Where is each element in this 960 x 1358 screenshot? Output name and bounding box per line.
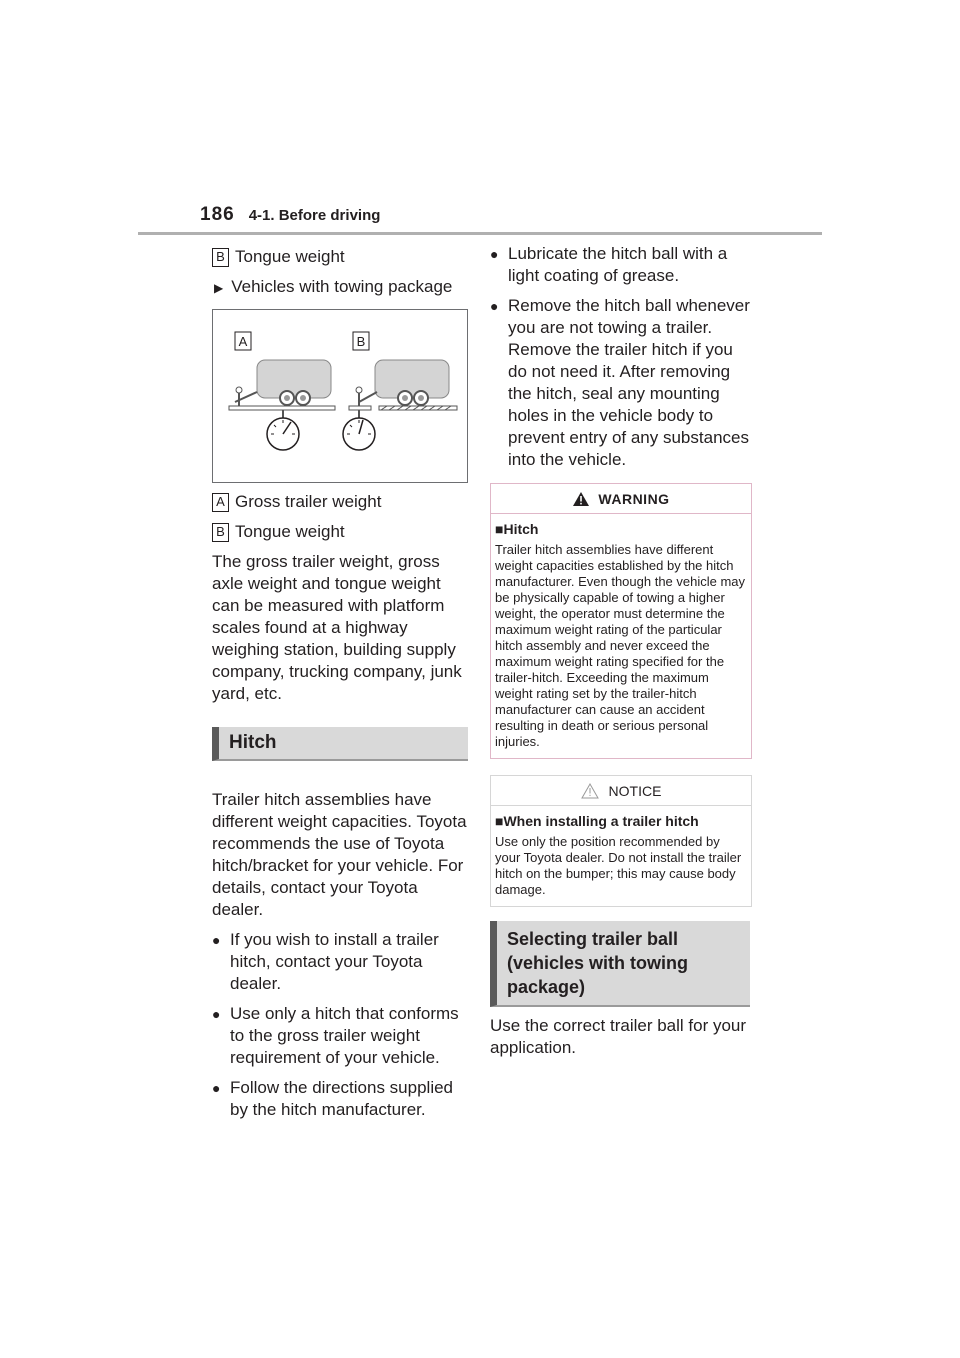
trailer-a	[229, 360, 335, 418]
list-item	[490, 243, 752, 287]
left-column	[212, 246, 470, 1121]
label-text: Tongue weight	[235, 247, 345, 266]
bullet-icon: ●	[212, 1080, 221, 1096]
trailer-b	[349, 360, 457, 418]
legend-text: Gross trailer weight	[235, 492, 382, 511]
sub-heading	[214, 276, 470, 299]
list-item-text: Lubricate the hitch ball with a light coating of grease.	[508, 244, 728, 285]
scale-gauge-b	[343, 418, 375, 450]
list-item-text: Remove the hitch ball whenever you are not towing a trailer. Remove the trailer hitch if you do not need it. After removing the hitch, seal any mounting holes in the vehicle body to prevent entry of any substances into the vehicle.	[508, 296, 750, 469]
square-bullet-icon: ■	[495, 521, 504, 537]
hitch-paragraph: Trailer hitch assemblies have different weight capacities. Toyota recommends the use of Toyota hitch/bracket for your vehicle. For details, contact your Toyota dealer.	[212, 790, 467, 919]
trailer-ball-paragraph: Use the correct trailer ball for your application.	[490, 1016, 747, 1057]
notice-box	[490, 775, 752, 907]
notice-text: Use only the position recommended by your Toyota dealer. Do not install the trailer hitch on the bumper; this may cause body damage.	[495, 834, 742, 897]
notice-subheading-text: When installing a trailer hitch	[503, 813, 699, 829]
tongue-weight-label	[212, 246, 470, 268]
legend-item-a	[212, 491, 470, 513]
list-item-text: If you wish to install a trailer hitch, contact your Toyota dealer.	[230, 930, 439, 993]
page-number: 186	[200, 204, 235, 225]
section-title: 4-1. Before driving	[248, 207, 381, 224]
warning-box	[490, 483, 752, 759]
bullet-icon: ●	[212, 932, 221, 948]
list-item	[490, 295, 752, 471]
figure-label-a: A	[238, 334, 248, 349]
list-item	[212, 929, 470, 995]
weight-diagram	[212, 309, 468, 483]
hitch-heading: Hitch	[212, 727, 468, 761]
figure-label-b: B	[356, 334, 366, 349]
callout-tag: B	[212, 523, 229, 542]
notice-header	[491, 776, 751, 806]
notice-subheading	[495, 812, 747, 830]
bullet-icon: ●	[212, 1006, 221, 1022]
scales-paragraph: The gross trailer weight, gross axle weight and tongue weight can be measured with platform scales found at a highway weighing station, building supply company, trucking company, junk yard, etc.	[212, 552, 462, 703]
notice-body	[491, 806, 751, 906]
sub-heading-text: Vehicles with towing package	[231, 277, 453, 296]
warning-subheading	[495, 520, 747, 538]
trailer-ball-heading: Selecting trailer ball (vehicles with towing package)	[490, 921, 750, 1007]
list-item	[212, 1003, 470, 1069]
warning-subheading-text: Hitch	[503, 521, 539, 537]
bullet-icon: ●	[490, 298, 499, 314]
list-item-text: Use only a hitch that conforms to the gross trailer weight requirement of your vehicle.	[230, 1004, 459, 1067]
list-item-text: Follow the directions supplied by the hitch manufacturer.	[230, 1078, 454, 1119]
warning-header	[491, 484, 751, 514]
caution-triangle-icon	[581, 783, 599, 799]
legend-text: Tongue weight	[235, 522, 345, 541]
warning-body	[491, 514, 751, 758]
warning-text: Trailer hitch assemblies have different weight capacities established by the hitch manufacturer. Even though the vehicle may be physically capable of towing a higher weight, the operator must determine the maximum weight rating of the particular hitch assembly and never exceed the maximum weight rating specified for the trailer-hitch. Exceeding the maximum weight rating set by the trailer-hitch manufacturer can cause an accident resulting in death or serious personal injuries.	[495, 542, 746, 749]
legend-item-b	[212, 521, 470, 543]
right-column	[490, 243, 752, 1059]
callout-tag: A	[212, 493, 229, 512]
notice-title: NOTICE	[608, 782, 662, 799]
scale-gauge-a	[267, 418, 299, 450]
triangle-bullet-icon: ▶	[214, 281, 224, 295]
list-item	[212, 1077, 470, 1121]
trailer-scale-illustration	[213, 310, 469, 484]
square-bullet-icon: ■	[495, 813, 504, 829]
bullet-icon: ●	[490, 246, 499, 262]
header-divider	[138, 232, 822, 235]
warning-title: WARNING	[598, 490, 670, 507]
callout-tag: B	[212, 248, 229, 267]
warning-triangle-icon	[572, 491, 590, 507]
page-header	[200, 204, 380, 226]
